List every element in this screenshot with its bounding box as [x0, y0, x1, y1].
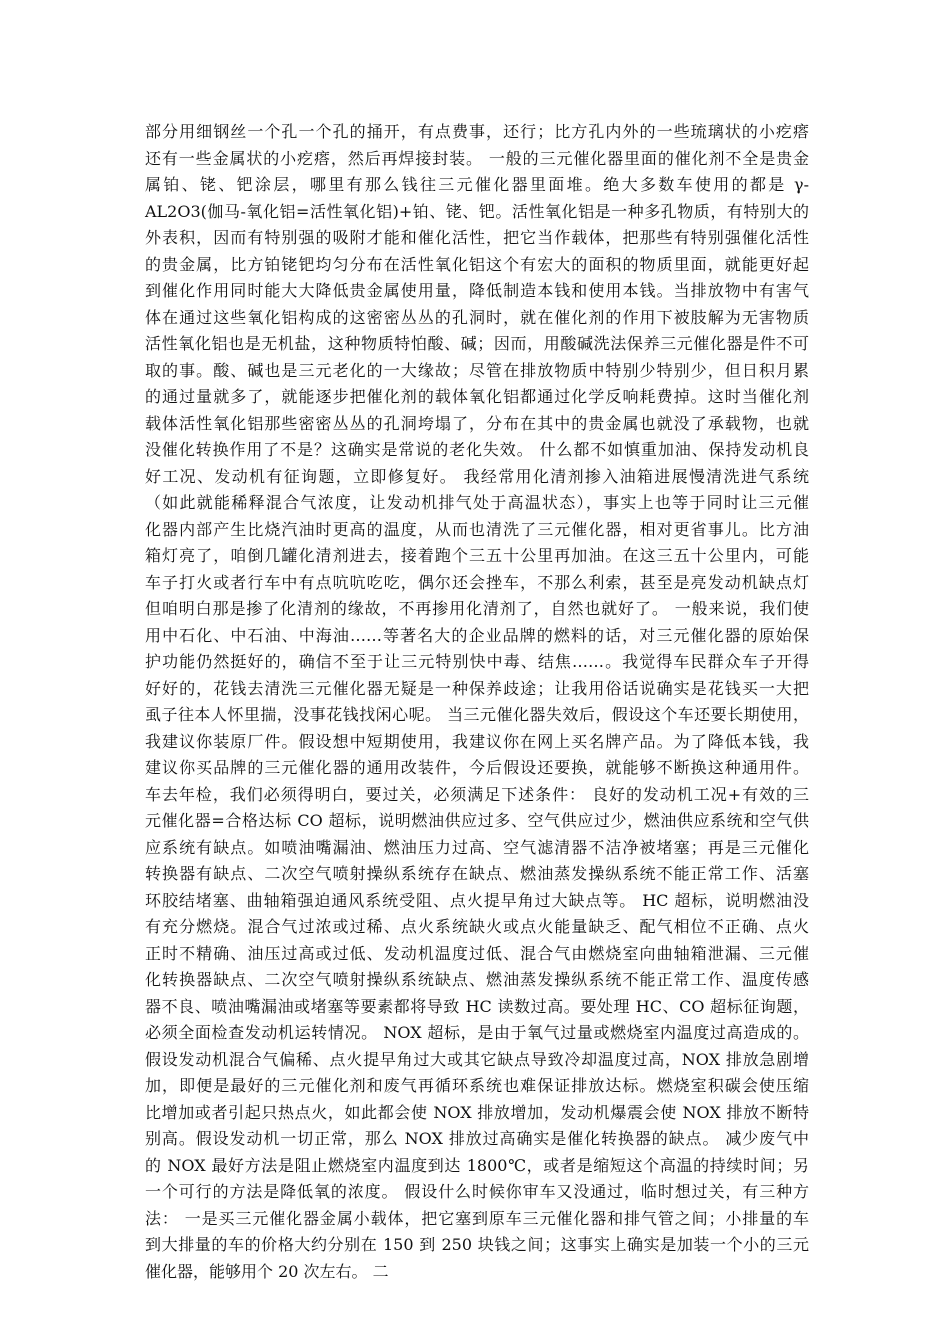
text-line: 法： 一是买三元催化器金属小载体，把它塞到原车三元催化器和排气管之间；小排量的车 [145, 1208, 809, 1228]
text-line: 的贵金属，比方铂铑钯均匀分布在活性氧化铝这个有宏大的面积的物质里面，就能更好起 [145, 254, 809, 274]
text-line: 外表积，因而有特别强的吸附才能和催化活性，把它当作载体，把那些有特别强催化活性 [145, 228, 809, 247]
text-line: 应系统有缺点。如喷油嘴漏油、燃油压力过高、空气滤清器不洁净被堵塞；再是三元催化 [145, 837, 809, 857]
text-line: 加，即便是最好的三元催化剂和废气再循环系统也难保证排放达标。燃烧室积碳会使压缩 [145, 1076, 809, 1095]
text-line: 载体活性氧化铝那些密密丛丛的孔洞垮塌了，分布在其中的贵金属也就没了承载物，也就 [145, 413, 809, 433]
text-line: 别高。假设发动机一切正常，那么 NOX 排放过高确实是催化转换器的缺点。 减少废气中 [145, 1129, 809, 1148]
text-line: AL2O3(伽马-氧化铝=活性氧化铝)+铂、铑、钯。活性氧化铝是一种多孔物质，有特别大的 [145, 201, 809, 221]
text-line: 部分用细钢丝一个孔一个孔的捅开，有点费事，还行；比方孔内外的一些琉璃状的小疙瘩 [145, 122, 809, 141]
text-line: 好好的，花钱去清洗三元催化器无疑是一种保养歧途；让我用俗话说确实是花钱买一大把 [145, 678, 809, 698]
text-line: 用中石化、中石油、中海油……等著名大的企业品牌的燃料的话，对三元催化器的原始保 [145, 625, 809, 645]
text-line: 属铂、铑、钯涂层，哪里有那么钱往三元催化器里面堆。绝大多数车使用的都是 γ- [145, 175, 809, 194]
text-line: 催化器，能够用个 20 次左右。 二 [145, 1261, 389, 1281]
text-line: 车去年检，我们必须得明白，要过关，必须满足下述条件： 良好的发动机工况+有效的三 [145, 784, 809, 804]
text-line: 器不良、喷油嘴漏油或堵塞等要素都将导致 HC 读数过高。要处理 HC、CO 超标征询题， [145, 996, 809, 1016]
text-line: 建议你买品牌的三元催化器的通用改装件，今后假设还要换，就能够不断换这种通用件。 [145, 758, 809, 777]
text-line: 一个可行的方法是降低氧的浓度。 假设什么时候你审车又没通过，临时想过关，有三种方 [145, 1182, 809, 1201]
text-line: 没催化转换作用了不是？这确实是常说的老化失效。 什么都不如慎重加油、保持发动机良 [145, 440, 809, 459]
text-line: 环胶结堵塞、曲轴箱强迫通风系统受阻、点火提早角过大缺点等。 HC 超标，说明燃油没 [145, 890, 809, 910]
text-line: 正时不精确、油压过高或过低、发动机温度过低、混合气由燃烧室向曲轴箱泄漏、三元催 [145, 943, 809, 963]
text-line: 但咱明白那是掺了化清剂的缘故，不再掺用化清剂了，自然也就好了。 一般来说，我们使 [145, 599, 809, 618]
document-body [145, 119, 809, 1285]
text-line: 体在通过这些氧化铝构成的这密密丛丛的孔洞时，就在催化剂的作用下被肢解为无害物质 [145, 307, 809, 327]
text-line: 还有一些金属状的小疙瘩，然后再焊接封装。 一般的三元催化器里面的催化剂不全是贵金 [145, 148, 809, 168]
text-line: 虱子往本人怀里揣，没事花钱找闲心呢。 当三元催化器失效后，假设这个车还要长期使用， [145, 705, 809, 724]
text-line: 元催化器=合格达标 CO 超标，说明燃油供应过多、空气供应过少，燃油供应系统和空气供 [145, 811, 809, 830]
text-line: 活性氧化铝也是无机盐，这种物质特怕酸、碱；因而，用酸碱洗法保养三元催化器是件不可 [145, 334, 809, 353]
text-line: 护功能仍然挺好的，确信不至于让三元特别快中毒、结焦……。我觉得车民群众车子开得 [145, 652, 809, 671]
text-line: 假设发动机混合气偏稀、点火提早角过大或其它缺点导致冷却温度过高，NOX 排放急剧增 [145, 1049, 809, 1069]
text-line: 我建议你装原厂件。假设想中短期使用，我建议你在网上买名牌产品。为了降低本钱，我 [145, 731, 809, 751]
text-line: 有充分燃烧。混合气过浓或过稀、点火系统缺火或点火能量缺乏、配气相位不正确、点火 [145, 917, 809, 936]
text-line: 好工况、发动机有征询题，立即修复好。 我经常用化清剂掺入油箱进展慢清洗进气系统 [145, 466, 809, 486]
text-line: 的 NOX 最好方法是阻止燃烧室内温度到达 1800℃，或者是缩短这个高温的持续时间；另 [145, 1155, 809, 1175]
text-line: 到催化作用同时能大大降低贵金属使用量，降低制造本钱和使用本钱。当排放物中有害气 [145, 281, 809, 300]
text-line: 箱灯亮了，咱倒几罐化清剂进去，接着跑个三五十公里再加油。在这三五十公里内，可能 [145, 546, 809, 565]
text-line: 的通过量就多了，就能逐步把催化剂的载体氧化铝都通过化学反响耗费掉。这时当催化剂 [145, 387, 809, 406]
text-line: 取的事。酸、碱也是三元老化的一大缘故；尽管在排放物质中特别少特别少，但日积月累 [145, 360, 809, 380]
text-line: 化器内部产生比烧汽油时更高的温度，从而也清洗了三元催化器，相对更省事儿。比方油 [145, 519, 809, 539]
text-line: 转换器有缺点、二次空气喷射操纵系统存在缺点、燃油蒸发操纵系统不能正常工作、活塞 [145, 864, 809, 883]
text-line: 到大排量的车的价格大约分别在 150 到 250 块钱之间；这事实上确实是加装一个小的三元 [145, 1235, 809, 1254]
text-line: 化转换器缺点、二次空气喷射操纵系统缺点、燃油蒸发操纵系统不能正常工作、温度传感 [145, 970, 809, 989]
text-line: 车子打火或者行车中有点吭吭吃吃，偶尔还会挫车，不那么利索，甚至是亮发动机缺点灯 [145, 572, 809, 592]
text-line: 必须全面检查发动机运转情况。 NOX 超标，是由于氧气过量或燃烧室内温度过高造成的。 [145, 1023, 809, 1042]
text-line: （如此就能稀释混合气浓度，让发动机排气处于高温状态），事实上也等于同时让三元催 [145, 493, 809, 512]
text-line: 比增加或者引起只热点火，如此都会使 NOX 排放增加，发动机爆震会使 NOX 排放不断特 [145, 1102, 809, 1122]
